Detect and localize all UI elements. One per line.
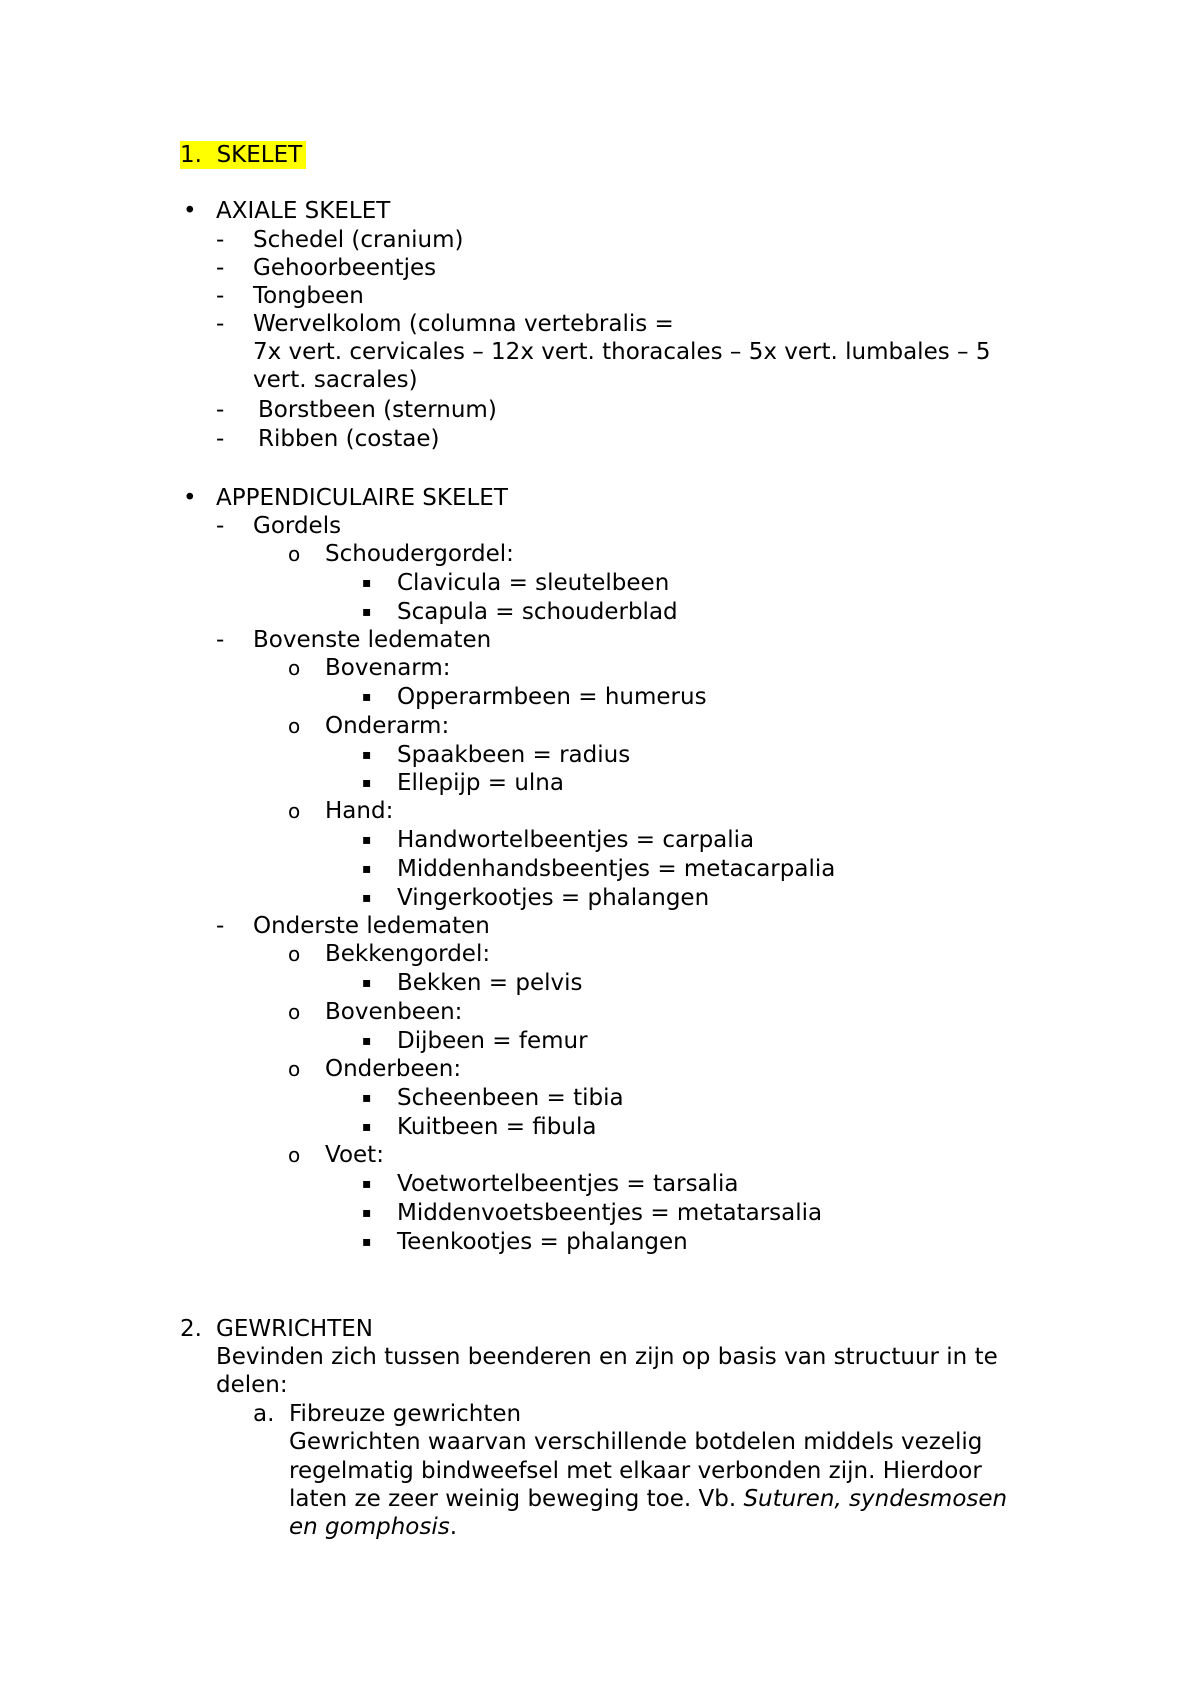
list-item: Schedel (cranium) [253,227,464,253]
list-item: Bekkengordel: [325,941,491,967]
list-item: Bekken = pelvis [397,970,583,996]
sub-a-text [289,1513,457,1541]
section-2-title: GEWRICHTEN [216,1316,374,1342]
dash-marker: - [216,283,225,309]
list-item-continuation: vert. sacrales) [253,367,418,393]
section-1-heading [180,141,306,169]
list-item: Bovenarm: [325,655,451,681]
axial-heading: AXIALE SKELET [216,198,391,224]
dash-marker: - [216,513,225,539]
sub-a-period: . [449,1514,458,1540]
list-item: Gordels [253,513,342,539]
list-item: Gehoorbeentjes [253,255,437,281]
sub-a-examples-continuation: en gomphosis [289,1514,450,1540]
list-item: Borstbeen (sternum) [258,397,497,423]
sub-a-text: Gewrichten waarvan verschillende botdelen middels vezelig [289,1429,983,1455]
square-bullet-icon: ▪ [362,1119,372,1135]
list-item: Voet: [325,1142,384,1168]
square-bullet-icon: ▪ [362,861,372,877]
square-bullet-icon: ▪ [362,890,372,906]
section-1-title: SKELET [216,142,303,168]
square-bullet-icon: ▪ [362,575,372,591]
list-item: Middenhandsbeentjes = metacarpalia [397,856,836,882]
list-item: Voetwortelbeentjes = tarsalia [397,1171,739,1197]
sub-a-text [289,1485,1007,1513]
list-item: Bovenbeen: [325,999,463,1025]
list-item: Hand: [325,798,394,824]
section-1-number: 1. [180,142,202,168]
sub-a-title: Fibreuze gewrichten [289,1401,522,1427]
square-bullet-icon: ▪ [362,604,372,620]
sub-a-text: regelmatig bindweefsel met elkaar verbonden zijn. Hierdoor [289,1458,982,1484]
square-bullet-icon: ▪ [362,1234,372,1250]
list-item: Clavicula = sleutelbeen [397,570,670,596]
circle-marker: o [288,942,301,966]
square-bullet-icon: ▪ [362,832,372,848]
sub-a-examples: Suturen, syndesmosen [743,1486,1008,1512]
square-bullet-icon: ▪ [362,1033,372,1049]
list-item: Schoudergordel: [325,541,514,567]
circle-marker: o [288,1143,301,1167]
square-bullet-icon: ▪ [362,1176,372,1192]
circle-marker: o [288,1057,301,1081]
circle-marker: o [288,656,301,680]
dash-marker: - [216,397,225,423]
list-item: Spaakbeen = radius [397,742,631,768]
list-item: Teenkootjes = phalangen [397,1229,688,1255]
list-item: Middenvoetsbeentjes = metatarsalia [397,1200,823,1226]
square-bullet-icon: ▪ [362,1205,372,1221]
square-bullet-icon: ▪ [362,1090,372,1106]
list-item: Scapula = schouderblad [397,599,678,625]
bullet-appendicular: • [183,485,197,511]
dash-marker: - [216,311,225,337]
list-item: Dijbeen = femur [397,1028,588,1054]
list-item: Vingerkootjes = phalangen [397,885,710,911]
list-item: Ellepijp = ulna [397,770,564,796]
list-item: Opperarmbeen = humerus [397,684,707,710]
bullet-axial: • [183,198,197,224]
dash-marker: - [216,255,225,281]
sub-a-letter: a. [253,1401,275,1427]
section-2-intro-continuation: delen: [216,1372,288,1398]
list-item: Onderste ledematen [253,913,490,939]
section-2-intro: Bevinden zich tussen beenderen en zijn op basis van structuur in te [216,1344,998,1370]
circle-marker: o [288,714,301,738]
circle-marker: o [288,1000,301,1024]
list-item: Kuitbeen = fibula [397,1114,597,1140]
list-item: Onderbeen: [325,1056,462,1082]
circle-marker: o [288,542,301,566]
list-item: Onderarm: [325,713,450,739]
appendicular-heading: APPENDICULAIRE SKELET [216,485,508,511]
sub-a-text-plain: laten ze zeer weinig beweging toe. Vb. [289,1486,744,1512]
square-bullet-icon: ▪ [362,775,372,791]
list-item: Tongbeen [253,283,364,309]
list-item: Ribben (costae) [258,426,440,452]
square-bullet-icon: ▪ [362,975,372,991]
dash-marker: - [216,913,225,939]
dash-marker: - [216,227,225,253]
list-item: Scheenbeen = tibia [397,1085,624,1111]
circle-marker: o [288,799,301,823]
list-item: Bovenste ledematen [253,627,492,653]
dash-marker: - [216,426,225,452]
square-bullet-icon: ▪ [362,747,372,763]
section-2-number: 2. [180,1316,202,1342]
list-item: Handwortelbeentjes = carpalia [397,827,755,853]
list-item-continuation: 7x vert. cervicales – 12x vert. thoracales – 5x vert. lumbales – 5 [253,339,991,365]
dash-marker: - [216,627,225,653]
list-item: Wervelkolom (columna vertebralis = [253,311,674,337]
square-bullet-icon: ▪ [362,689,372,705]
